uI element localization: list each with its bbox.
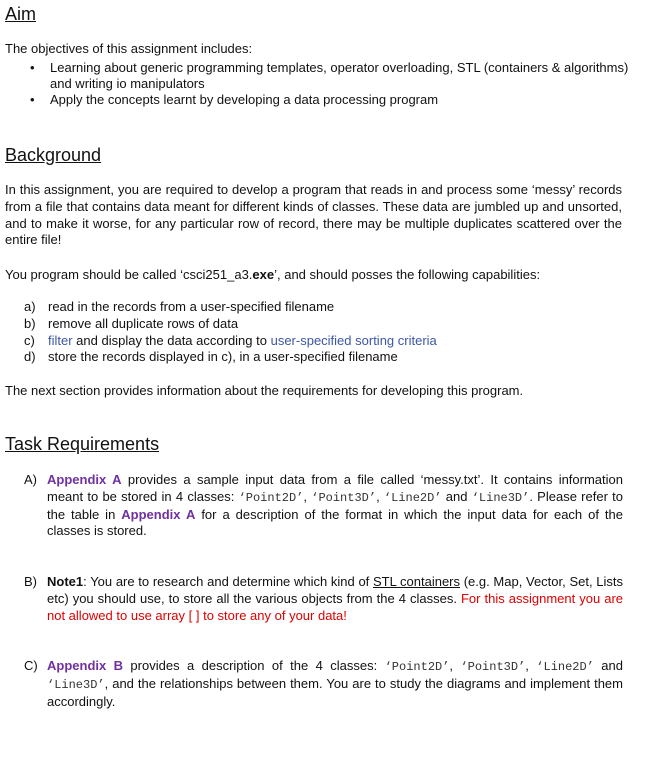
filter-link[interactable]: filter bbox=[48, 332, 73, 348]
aim-bullet-1: • Learning about generic programming templates, operator overloading, STL (containers & algorithms) and writing io manipulators bbox=[30, 60, 630, 92]
capability-item: d) store the records displayed in c), in a user-specified filename bbox=[24, 349, 398, 365]
appendix-b-ref: Appendix B bbox=[47, 658, 124, 673]
capabilities-list bbox=[24, 299, 437, 366]
aim-intro: The objectives of this assignment includes: bbox=[5, 41, 253, 56]
aim-bullet-list bbox=[30, 60, 630, 108]
background-para-2: You program should be called ‘csci251_a3.exe’, and should posses the following capabilities: bbox=[5, 267, 541, 282]
appendix-a-ref: Appendix A bbox=[47, 472, 122, 487]
task-item-c: C) Appendix B provides a description of the 4 classes: ‘Point2D’, ‘Point3D’, ‘Line2D’ and ‘Line3D’, and the relationships between them. You are to study the diagrams and implement them accordingly. bbox=[24, 658, 624, 709]
capability-item: b) remove all duplicate rows of data bbox=[24, 315, 239, 331]
task-item-b: B) Note1: You are to research and determine which kind of STL containers (e.g. Map, Vector, Set, Lists etc) you should use, to store all the various objects from the 4 classes. For this assignment you are not allowed to use array [ ] to store any of your data! bbox=[24, 574, 624, 623]
background-heading: Background bbox=[5, 145, 102, 165]
background-para-3: The next section provides information about the requirements for developing this program. bbox=[5, 383, 524, 398]
appendix-a-ref-2: Appendix A bbox=[121, 506, 196, 522]
background-para-1: In this assignment, you are required to develop a program that reads in and process some ‘messy’ records from a file that contains data meant for different kinds of classes. These data are jumbled up and unsorted, and to make it worse, for any particular row of record, there may be multiple duplicates scattered over the entire file! bbox=[5, 182, 622, 248]
task-item-a: A) Appendix A provides a sample input data from a file called ‘messy.txt’. It contains information meant to be stored in 4 classes: ‘Point2D’, ‘Point3D’, ‘Line2D’ and ‘Line3D’. Please refer to the table in Appendix A for a description of the format in which the input data for each of the classes is stored. bbox=[24, 472, 623, 539]
capability-item: c) filter and display the data according to user-specified sorting criteria bbox=[24, 332, 437, 348]
aim-heading: Aim bbox=[5, 4, 36, 24]
capability-item: a) read in the records from a user-specified filename bbox=[24, 299, 335, 314]
sorting-criteria-link[interactable]: user-specified sorting criteria bbox=[270, 332, 437, 348]
task-heading: Task Requirements bbox=[5, 434, 160, 454]
aim-bullet-2: • Apply the concepts learnt by developing a data processing program bbox=[30, 92, 630, 108]
array-warning: For this assignment you are not allowed to use array [ ] to store any of your data! bbox=[47, 590, 624, 623]
